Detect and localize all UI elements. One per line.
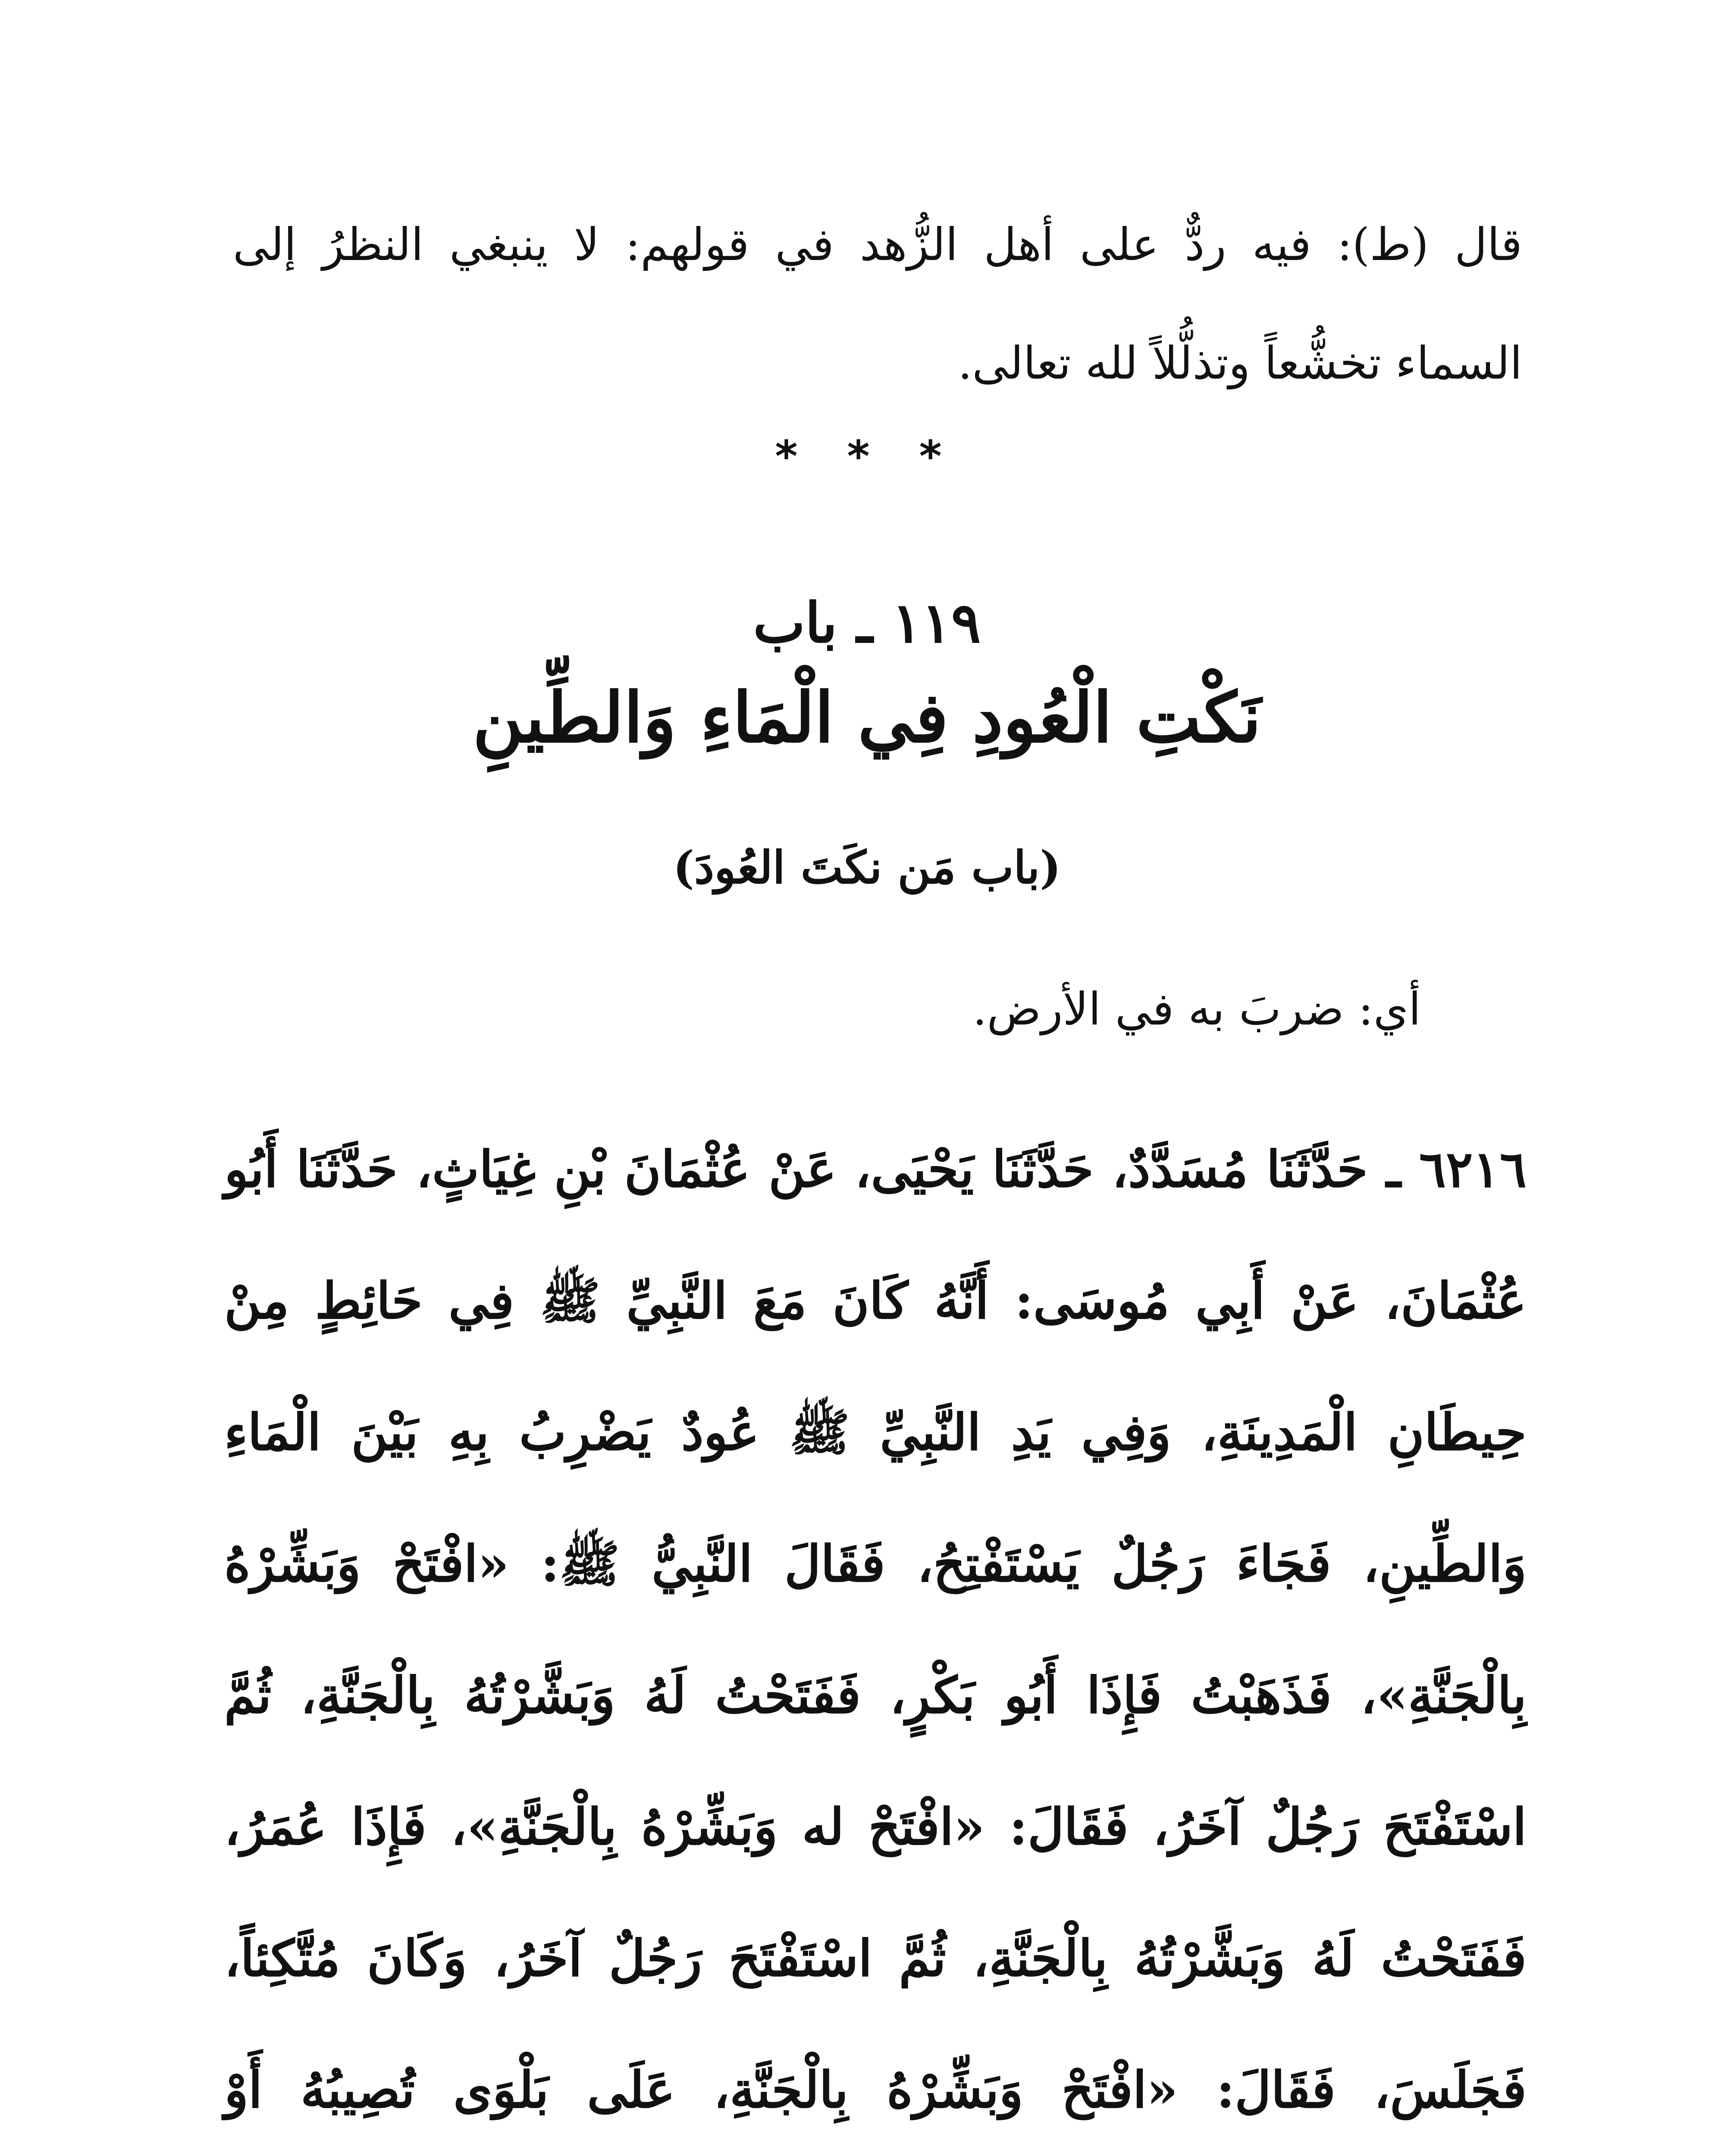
gloss-paragraph: أي: ضربَ به في الأرض. — [972, 983, 1421, 1035]
chapter-number: ١١٩ ـ باب — [753, 591, 981, 655]
chapter-title: نَكْتِ الْعُودِ فِي الْمَاءِ وَالطِّينِ — [473, 677, 1261, 758]
hadith-paragraph: ٦٢١٦ ـ حَدَّثَنَا مُسَدَّدٌ، حَدَّثَنَا يَحْيَى، عَنْ عُثْمَانَ بْنِ غِيَاثٍ، حَدَّثَنَا أَبُو عُثْمَانَ، عَنْ أَبِي مُوسَى: أَنَّهُ كَانَ مَعَ النَّبِيِّ ﷺ فِي حَائِطٍ مِنْ حِيطَانِ الْمَدِينَةِ، وَفِي يَدِ النَّبِيِّ ﷺ عُودٌ يَضْرِبُ بِهِ بَيْنَ الْمَاءِ وَالطِّينِ، فَجَاءَ رَجُلٌ يَسْتَفْتِحُ، فَقَالَ النَّبِيُّ ﷺ: «افْتَحْ وَبَشِّرْهُ بِالْجَنَّةِ»، فَذَهَبْتُ فَإِذَا أَبُو بَكْرٍ، فَفَتَحْتُ لَهُ وَبَشَّرْتُهُ بِالْجَنَّةِ، ثُمَّ اسْتَفْتَحَ رَجُلٌ آخَرُ، فَقَالَ: «افْتَحْ له وَبَشِّرْهُ بِالْجَنَّةِ»، فَإِذَا عُمَرُ، فَفَتَحْتُ لَهُ وَبَشَّرْتُهُ بِالْجَنَّةِ، ثُمَّ اسْتَفْتَحَ رَجُلٌ آخَرُ، وَكَانَ مُتَّكِئاً، فَجَلَسَ، فَقَالَ: «افْتَحْ وَبَشِّرْهُ بِالْجَنَّةِ، عَلَى بَلْوَى تُصِيبُهُ أَوْ — [224, 1140, 1527, 2119]
intro-paragraph: قال (ط): فيه ردٌّ على أهل الزُّهد في قولهم: لا ينبغي النظرُ إلى السماء تخشُّعاً وتذلُّلاً لله تعالى. — [233, 218, 1522, 389]
section-separator: * * * — [775, 431, 959, 482]
chapter-subtitle: (باب مَن نكَتَ العُودَ) — [673, 841, 1061, 894]
